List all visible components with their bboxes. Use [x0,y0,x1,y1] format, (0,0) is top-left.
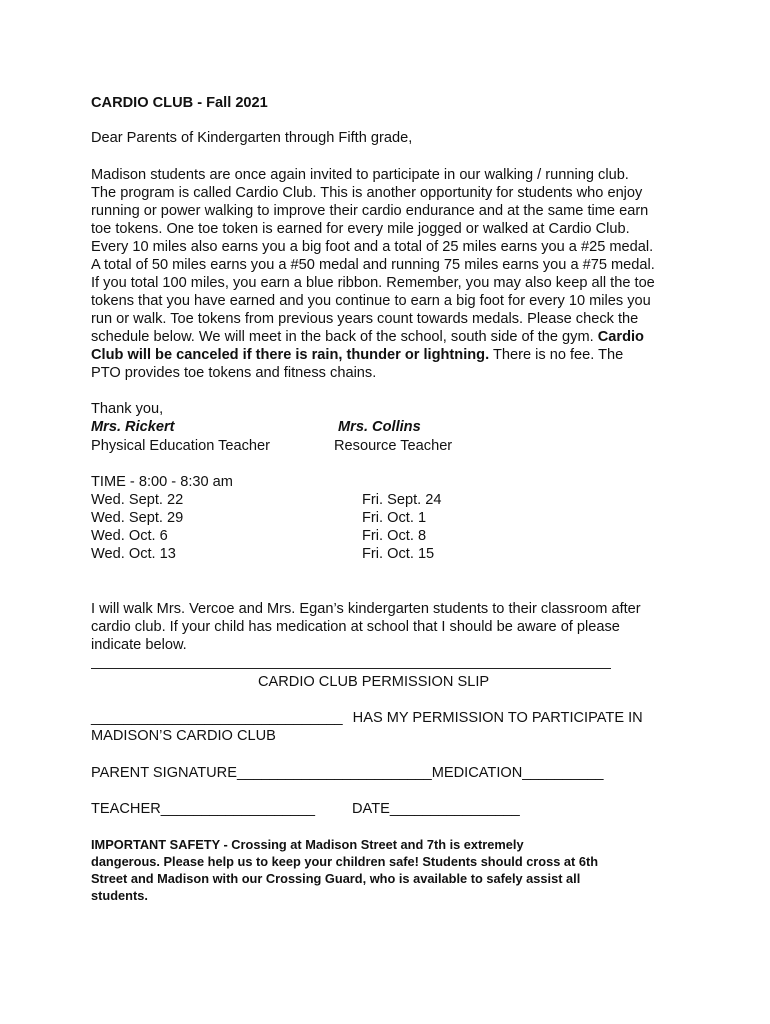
schedule-date: Wed. Sept. 22 [91,492,184,508]
salutation: Dear Parents of Kindergarten through Fifth grade, [91,130,413,146]
safety-notice-line: students. [91,888,148,903]
schedule-date: Fri. Oct. 1 [362,510,427,526]
teacher-field[interactable]: TEACHER___________________ [91,801,315,817]
permission-text: MADISON’S CARDIO CLUB [91,728,276,744]
paragraph-line [91,346,623,364]
time-line: TIME - 8:00 - 8:30 am [91,474,233,490]
paragraph-line: If you total 100 miles, you earn a blue ribbon. Remember, you may also keep all the toe [91,275,655,291]
paragraph-line: A total of 50 miles earns you a #50 medal and running 75 miles earns you a #75 medal. [91,257,655,273]
paragraph-line: PTO provides toe tokens and fitness chains. [91,365,377,381]
schedule-date: Fri. Sept. 24 [362,492,442,508]
safety-notice-line: Street and Madison with our Crossing Guard, who is available to safely assist all [91,871,581,886]
schedule-date: Wed. Sept. 29 [91,510,184,526]
signer-role: Resource Teacher [334,438,453,454]
paragraph-line: tokens that you have earned and you continue to earn a big foot for every 10 miles you [91,293,651,309]
signer-role: Physical Education Teacher [91,438,271,454]
signer-name: Mrs. Rickert [91,419,175,435]
paragraph-line: running or power walking to improve their cardio endurance and at the same time earn [91,203,649,219]
paragraph-line: Every 10 miles also earns you a big foot and a total of 25 miles earns you a #25 medal. [91,239,654,255]
student-name-field[interactable]: _______________________________ [91,710,343,726]
permission-slip-heading: CARDIO CLUB PERMISSION SLIP [258,674,490,690]
date-field[interactable]: DATE________________ [352,801,520,817]
schedule-date: Wed. Oct. 13 [91,546,176,562]
cancel-notice-bold: Cardio [597,329,644,345]
safety-notice-line: IMPORTANT SAFETY - Crossing at Madison Street and 7th is extremely [91,837,524,852]
paragraph-line: Madison students are once again invited to participate in our walking / running club. [91,167,629,183]
student-name-blank[interactable] [91,709,643,727]
signer-name: Mrs. Collins [338,419,421,435]
paragraph-text: There is no fee. The [492,347,624,363]
parent-signature-field[interactable]: PARENT SIGNATURE________________________MEDICATION__________ [91,765,604,781]
note-line: indicate below. [91,637,187,653]
paragraph-text: schedule below. We will meet in the back of the school, south side of the gym. [91,329,594,345]
schedule-date: Fri. Oct. 8 [362,528,427,544]
cut-line-divider [91,668,611,669]
permission-text: HAS MY PERMISSION TO PARTICIPATE IN [352,710,643,726]
cancel-notice-bold: Club will be canceled if there is rain, thunder or lightning. [91,347,490,363]
safety-notice-line: dangerous. Please help us to keep your children safe! Students should cross at 6th [91,854,599,869]
note-line: cardio club. If your child has medication at school that I should be aware of please [91,619,620,635]
paragraph-line: The program is called Cardio Club. This is another opportunity for students who enjoy [91,185,643,201]
schedule-date: Fri. Oct. 15 [362,546,435,562]
paragraph-line: toe tokens. One toe token is earned for every mile jogged or walked at Cardio Club. [91,221,630,237]
closing: Thank you, [91,401,164,417]
note-line: I will walk Mrs. Vercoe and Mrs. Egan’s kindergarten students to their classroom after [91,601,641,617]
paragraph-line [91,328,644,346]
schedule-date: Wed. Oct. 6 [91,528,168,544]
paragraph-line: run or walk. Toe tokens from previous years count towards medals. Please check the [91,311,639,327]
document-title: CARDIO CLUB - Fall 2021 [91,95,268,111]
